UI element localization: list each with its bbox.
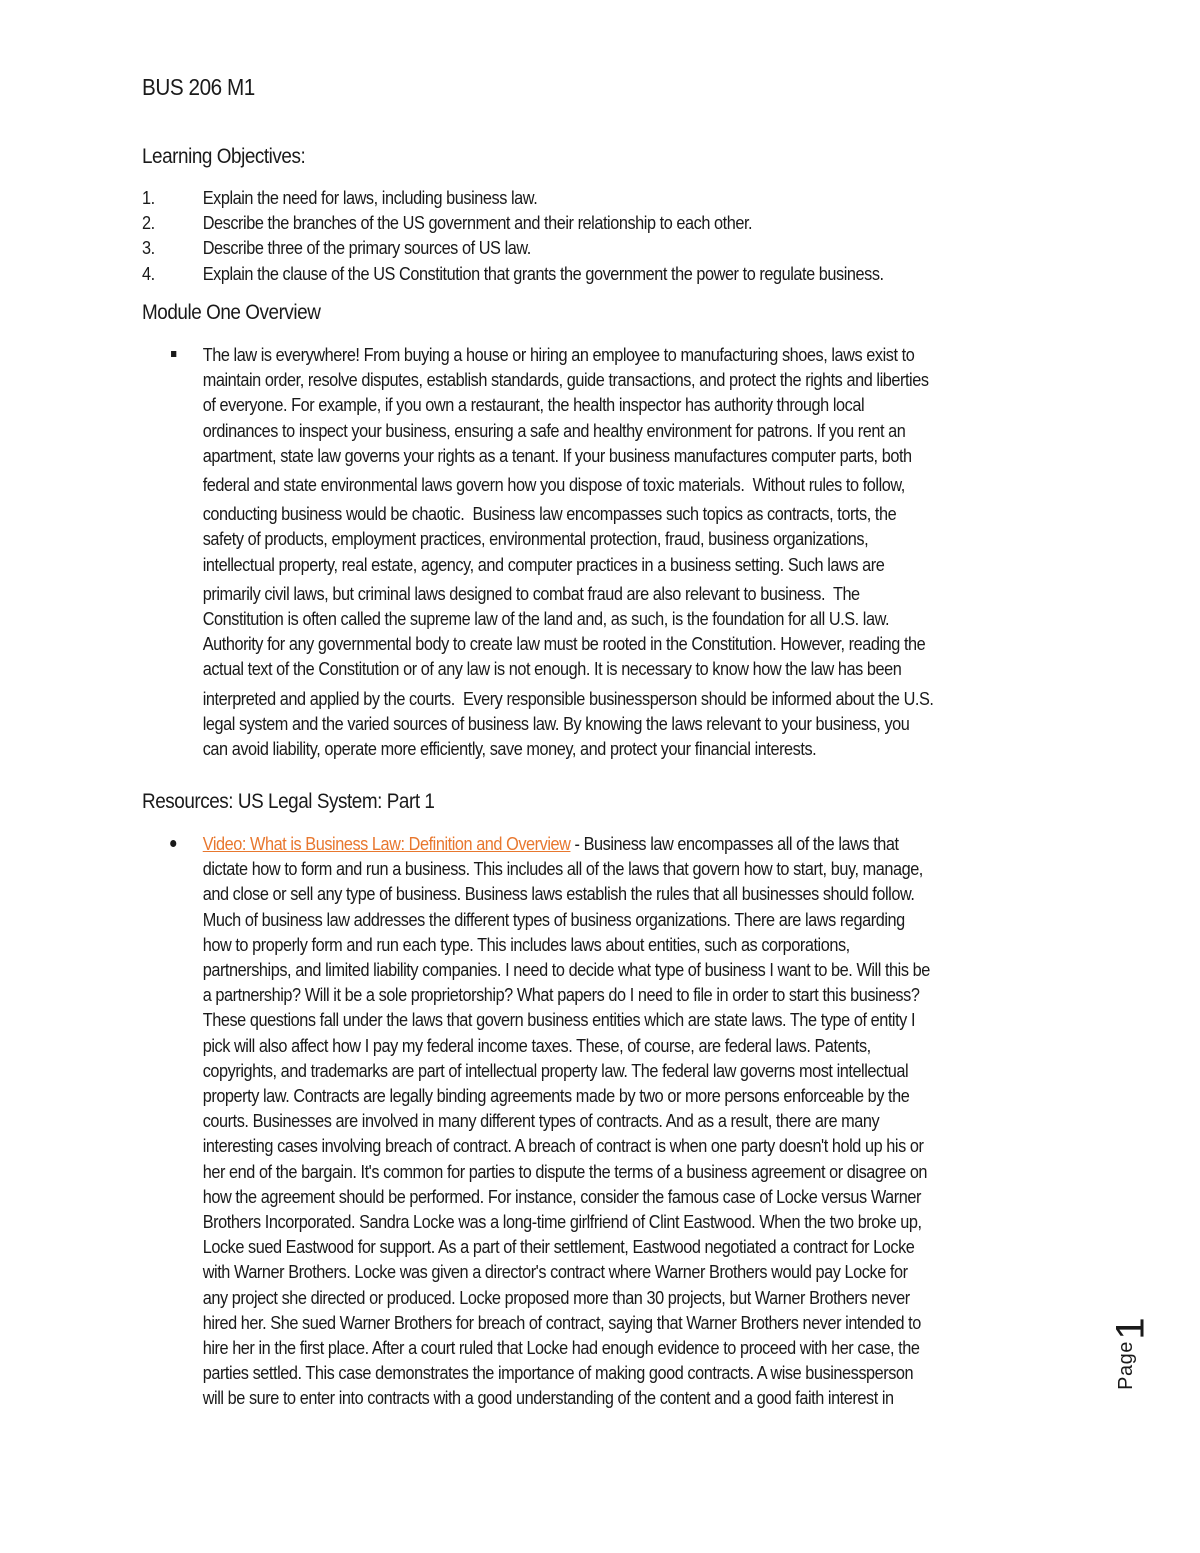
page-number-footer xyxy=(1108,1310,1156,1390)
learning-objectives-heading: Learning Objectives: xyxy=(142,145,306,168)
resources-line: hire her in the first place. After a court ruled that Locke had enough evidence to proceed with her case, the xyxy=(202,1337,920,1359)
page-number: 1 xyxy=(1108,1317,1153,1340)
overview-line: Constitution is often called the supreme law of the land and, as such, is the foundation for all U.S. law. xyxy=(202,608,890,630)
overview-line: actual text of the Constitution or of any law is not enough. It is necessary to know how the law has been xyxy=(202,658,902,680)
resources-bullet xyxy=(142,831,1092,1411)
resources-line: Brothers Incorporated. Sandra Locke was a long-time girlfriend of Clint Eastwood. When the two broke up, xyxy=(202,1211,922,1233)
resources-line: Locke sued Eastwood for support. As a part of their settlement, Eastwood negotiated a contract for Locke xyxy=(202,1236,915,1258)
resources-heading: Resources: US Legal System: Part 1 xyxy=(142,790,435,813)
overview-paragraph xyxy=(203,342,1093,761)
overview-line: can avoid liability, operate more efficiently, save money, and protect your financial interests. xyxy=(202,738,817,760)
objective-item xyxy=(142,185,1092,210)
round-bullet-icon xyxy=(170,840,176,847)
objective-number: 1. xyxy=(142,187,155,208)
resources-line: a partnership? Will it be a sole proprietorship? What papers do I need to file in order to start this business? xyxy=(202,984,920,1006)
page-label: Page xyxy=(1114,1341,1137,1390)
overview-line: ordinances to inspect your business, ensuring a safe and healthy environment for patrons. If you rent an xyxy=(202,419,906,441)
overview-line: conducting business would be chaotic. Business law encompasses such topics as contracts, torts, the xyxy=(202,503,897,525)
objective-item xyxy=(142,235,1092,260)
resources-line: interesting cases involving breach of contract. A breach of contract is when one party doesn't hold up his or xyxy=(202,1135,924,1157)
objective-number: 3. xyxy=(142,237,155,259)
overview-line: interpreted and applied by the courts. Every responsible businessperson should be informed about the U.S. xyxy=(202,687,934,709)
overview-line: federal and state environmental laws govern how you dispose of toxic materials. Without rules to follow, xyxy=(202,474,905,496)
objective-text: Explain the need for laws, including business law. xyxy=(202,187,538,208)
overview-line: of everyone. For example, if you own a restaurant, the health inspector has authority through local xyxy=(202,394,865,416)
resources-line: courts. Businesses are involved in many different types of contracts. And as a result, there are many xyxy=(202,1110,880,1132)
overview-line: primarily civil laws, but criminal laws designed to combat fraud are also relevant to business. The xyxy=(202,582,860,604)
overview-line: maintain order, resolve disputes, establish standards, guide transactions, and protect the rights and liberties xyxy=(202,369,929,391)
document-title: BUS 206 M1 xyxy=(142,74,255,100)
overview-line: intellectual property, real estate, agency, and computer practices in a business setting. Such laws are xyxy=(202,553,885,575)
video-link[interactable]: Video: What is Business Law: Definition and Overview xyxy=(202,833,571,854)
resources-line: partnerships, and limited liability companies. I need to decide what type of business I want to be. Will this be xyxy=(202,959,930,981)
overview-line: apartment, state law governs your rights as a tenant. If your business manufactures computer parts, both xyxy=(202,444,912,466)
overview-line: The law is everywhere! From buying a house or hiring an employee to manufacturing shoes, laws exist to xyxy=(202,344,915,365)
square-bullet-icon xyxy=(171,351,176,357)
resources-line: how to properly form and run each type. This includes laws about entities, such as corporations, xyxy=(202,933,850,955)
objective-text: Describe three of the primary sources of US law. xyxy=(202,237,531,259)
resources-line: copyrights, and trademarks are part of intellectual property law. The federal law governs most intellectual xyxy=(202,1059,909,1081)
objective-number: 4. xyxy=(142,262,155,284)
resources-line: hired her. She sued Warner Brothers for breach of contract, saying that Warner Brothers never intended to xyxy=(202,1311,921,1333)
resources-line: dictate how to form and run a business. This includes all of the laws that govern how to start, buy, manage, xyxy=(202,858,923,880)
resources-first-line-text: - Business law encompasses all of the laws that xyxy=(570,833,899,854)
objective-text: Explain the clause of the US Constitution that grants the government the power to regulate business. xyxy=(202,262,884,284)
resources-line: pick will also affect how I pay my federal income taxes. These, of course, are federal laws. Patents, xyxy=(202,1034,871,1056)
resources-line: how the agreement should be performed. For instance, consider the famous case of Locke versus Warner xyxy=(202,1185,921,1207)
objective-item xyxy=(142,261,1092,286)
objective-number: 2. xyxy=(142,212,155,234)
resources-line: property law. Contracts are legally binding agreements made by two or more persons enforceable by the xyxy=(202,1085,910,1107)
resources-first-line xyxy=(203,831,1093,856)
resources-line: and close or sell any type of business. Business laws establish the rules that all businesses should follow. xyxy=(202,883,915,905)
overview-line: Authority for any governmental body to create law must be rooted in the Constitution. However, reading the xyxy=(202,633,926,655)
objective-text: Describe the branches of the US government and their relationship to each other. xyxy=(202,212,753,234)
learning-objectives-list xyxy=(142,185,1092,286)
overview-line: safety of products, employment practices, environmental protection, fraud, business organizations, xyxy=(202,528,869,550)
resources-line: her end of the bargain. It's common for parties to dispute the terms of a business agreement or disagree on xyxy=(202,1160,928,1182)
overview-heading: Module One Overview xyxy=(142,301,321,324)
overview-bullet xyxy=(142,342,1092,761)
overview-line: legal system and the varied sources of business law. By knowing the laws relevant to your business, you xyxy=(202,712,910,734)
resources-paragraph xyxy=(203,831,1093,1411)
objective-item xyxy=(142,210,1092,235)
resources-line: Much of business law addresses the different types of business organizations. There are laws regarding xyxy=(202,908,905,930)
resources-line: will be sure to enter into contracts with a good understanding of the content and a good faith interest in xyxy=(202,1387,894,1409)
resources-line: These questions fall under the laws that govern business entities which are state laws. The type of entity I xyxy=(202,1009,916,1031)
resources-line: with Warner Brothers. Locke was given a director's contract where Warner Brothers would pay Locke for xyxy=(202,1261,908,1283)
resources-line: parties settled. This case demonstrates the importance of making good contracts. A wise businessperson xyxy=(202,1362,914,1384)
resources-line: any project she directed or produced. Locke proposed more than 30 projects, but Warner Brothers never xyxy=(202,1286,910,1308)
